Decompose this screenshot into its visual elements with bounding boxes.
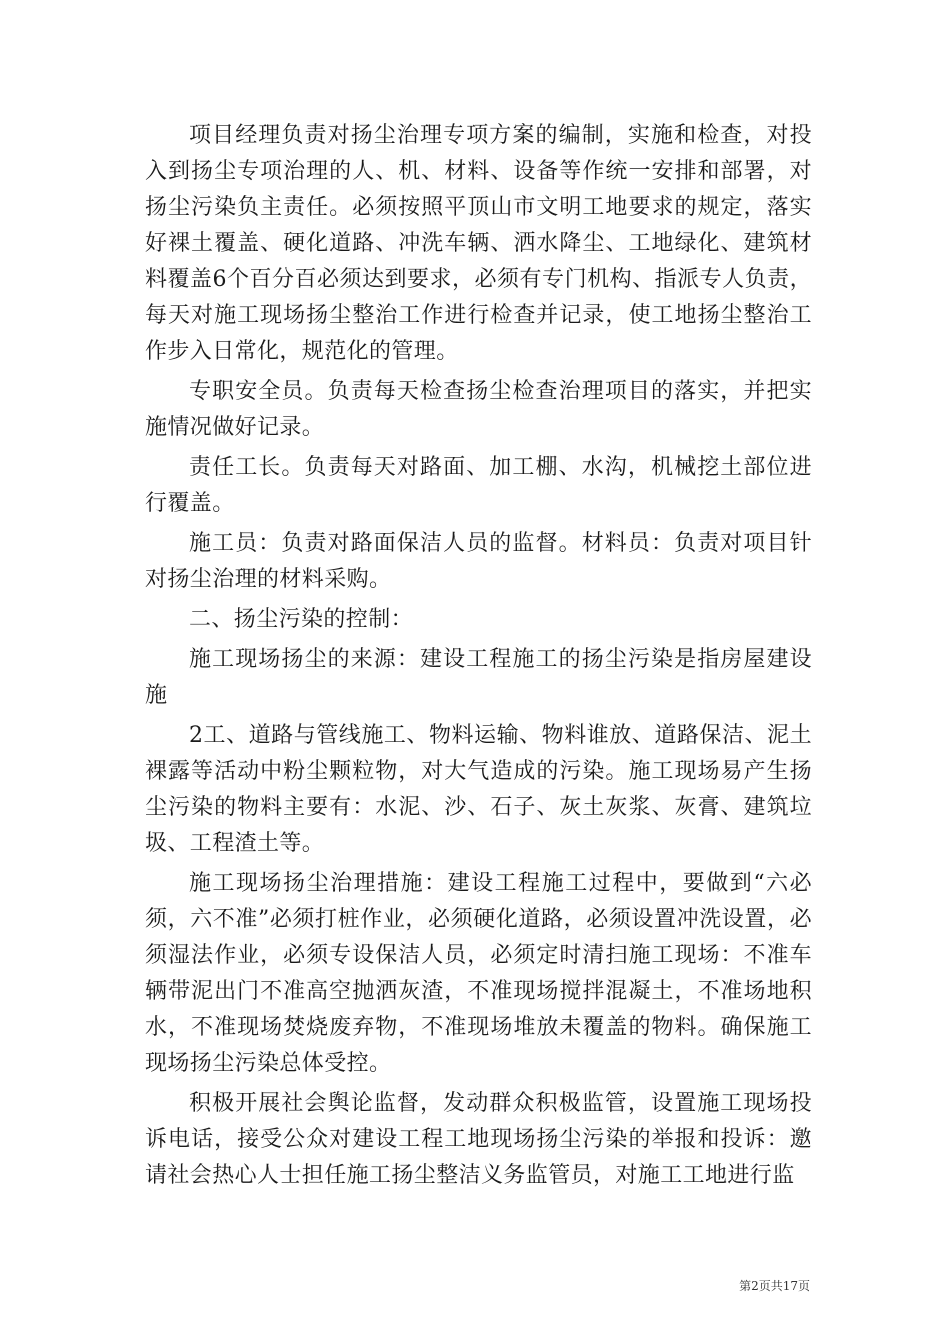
paragraph-foreman: 责任工长。负责每天对路面、加工棚、水沟，机械挖土部位进行覆盖。	[145, 455, 812, 516]
document-body	[145, 118, 812, 1194]
page-number-footer: 第2页共17页	[739, 1279, 810, 1293]
paragraph-project-manager: 项目经理负责对扬尘治理专项方案的编制，实施和检查，对投入到扬尘专项治理的人、机、材料、设备等作统一安排和部署，对扬尘污染负主责任。必须按照平顶山市文明工地要求的规定，落实好裸土覆盖、硬化道路、冲洗车辆、洒水降尘、工地绿化、建筑材料覆盖6个百分百必须达到要求，必须有专门机构、指派专人负责，每天对施工现场扬尘整治工作进行检查并记录，使工地扬尘整治工作步入日常化，规范化的管理。	[145, 123, 812, 364]
paragraph-dust-source: 施工现场扬尘的来源：建设工程施工的扬尘污染是指房屋建设施	[145, 647, 812, 708]
paragraph-public-supervision: 积极开展社会舆论监督，发动群众积极监管，设置施工现场投诉电话，接受公众对建设工程工地现场扬尘污染的举报和投诉：邀请社会热心人士担任施工扬尘整洁义务监管员，对施工工地进行监	[145, 1091, 812, 1188]
paragraph-safety-officer: 专职安全员。负责每天检查扬尘检查治理项目的落实，并把实施情况做好记录。	[145, 379, 812, 440]
paragraph-construction-staff: 施工员：负责对路面保洁人员的监督。材料员：负责对项目针对扬尘治理的材料采购。	[145, 531, 812, 592]
paragraph-dust-materials: 2工、道路与管线施工、物料运输、物料谁放、道路保洁、泥土裸露等活动中粉尘颗粒物，对大气造成的污染。施工现场易产生扬尘污染的物料主要有：水泥、沙、石子、灰土灰浆、灰膏、建筑垃圾、工程渣土等。	[145, 723, 812, 856]
paragraph-dust-measures: 施工现场扬尘治理措施：建设工程施工过程中，要做到“六必须，六不准”必须打桩作业，必须硬化道路，必须设置冲洗设置，必须湿法作业，必须专设保洁人员，必须定时清扫施工现场：不准车辆带泥出门不准高空抛洒灰渣，不准现场搅拌混凝土，不准场地积水，不准现场焚烧废弃物，不准现场堆放未覆盖的物料。确保施工现场扬尘污染总体受控。	[145, 871, 812, 1076]
section-heading-dust-control: 二、扬尘污染的控制：	[189, 607, 414, 632]
